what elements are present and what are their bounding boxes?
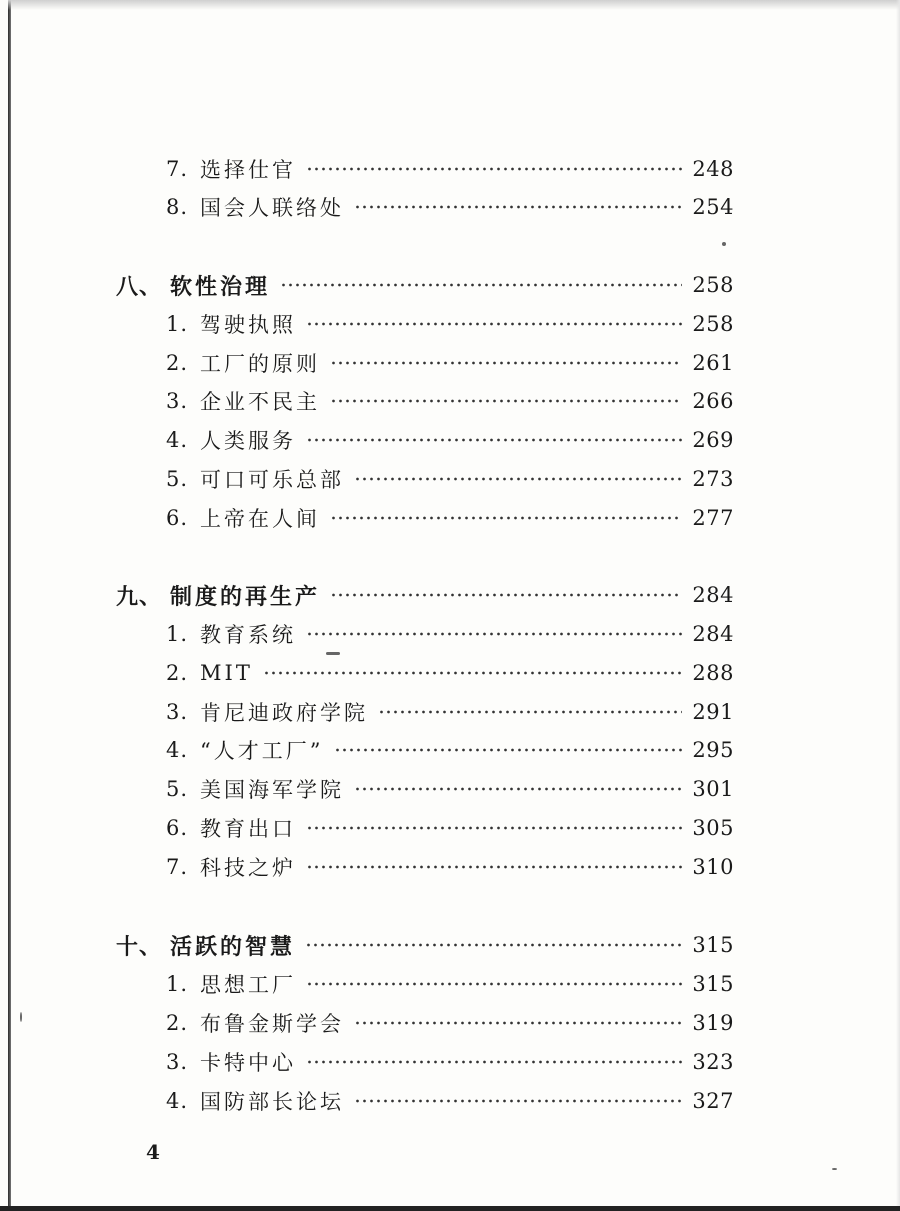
dot-leader <box>306 631 682 637</box>
section-number: 5. <box>166 467 189 491</box>
dot-leader <box>330 592 682 598</box>
toc-page-number: 284 <box>692 622 734 646</box>
chapter-title: 制度的再生产 <box>170 584 321 610</box>
section-title: 选择仕官 <box>200 158 297 182</box>
page-top-shadow <box>8 0 900 10</box>
toc-page-number: 305 <box>692 816 734 840</box>
page-number: 4 <box>146 1140 160 1164</box>
dot-leader <box>306 321 682 327</box>
section-title: 卡特中心 <box>200 1051 297 1075</box>
toc-page-number: 301 <box>692 777 734 801</box>
section-number: 3. <box>166 1050 189 1074</box>
toc-page-number: 310 <box>692 855 734 879</box>
dot-leader <box>354 476 682 482</box>
section-title: 国会人联络处 <box>200 196 345 220</box>
scan-speck <box>832 1168 837 1170</box>
toc-section-row <box>0 384 900 418</box>
dot-leader <box>306 1059 682 1065</box>
toc-section-row <box>0 152 900 186</box>
toc-section-row <box>0 307 900 341</box>
section-title: 布鲁金斯学会 <box>200 1012 345 1036</box>
scan-speck <box>326 652 340 655</box>
section-title: 科技之炉 <box>200 856 297 880</box>
toc-section-row <box>0 967 900 1001</box>
dot-leader <box>306 437 682 443</box>
toc-page-number: 261 <box>692 351 734 375</box>
section-number: 2. <box>166 351 189 375</box>
toc-page-number: 327 <box>692 1089 734 1113</box>
chapter-number: 八、 <box>116 274 163 300</box>
section-number: 7. <box>166 855 189 879</box>
toc-page-number: 258 <box>692 312 734 336</box>
scan-speck <box>20 1012 22 1022</box>
toc-section-row <box>0 617 900 651</box>
toc-page-number: 284 <box>692 583 734 607</box>
section-number: 5. <box>166 777 189 801</box>
dot-leader <box>354 204 682 210</box>
toc-page-number: 266 <box>692 389 734 413</box>
section-title: 肯尼迪政府学院 <box>200 701 369 725</box>
section-number: 6. <box>166 816 189 840</box>
section-title: 教育出口 <box>200 817 297 841</box>
toc-page-number: 315 <box>692 933 734 957</box>
section-title: 教育系统 <box>200 623 297 647</box>
toc-page-number: 295 <box>692 738 734 762</box>
section-title: 可口可乐总部 <box>200 468 345 492</box>
toc-page-number: 277 <box>692 506 734 530</box>
toc-section-row <box>0 1006 900 1040</box>
dot-leader <box>306 981 682 987</box>
section-title: 驾驶执照 <box>200 313 297 337</box>
toc-section-row <box>0 501 900 535</box>
toc-section-row <box>0 462 900 496</box>
dot-leader <box>280 282 682 288</box>
section-number: 4. <box>166 738 189 762</box>
scan-speck <box>722 242 726 246</box>
toc-section-row <box>0 772 900 806</box>
section-number: 1. <box>166 312 189 336</box>
dot-leader <box>330 360 682 366</box>
dot-leader <box>306 166 682 172</box>
toc-section-row <box>0 1045 900 1079</box>
section-number: 3. <box>166 389 189 413</box>
dot-leader <box>263 670 682 676</box>
toc-section-row <box>0 423 900 457</box>
section-title: 思想工厂 <box>200 973 297 997</box>
section-title: MIT <box>200 661 253 685</box>
toc-page-number: 269 <box>692 428 734 452</box>
section-title: 人类服务 <box>200 429 297 453</box>
page-bottom-edge <box>0 1206 900 1211</box>
toc-page-number: 291 <box>692 700 734 724</box>
toc-page-number: 323 <box>692 1050 734 1074</box>
dot-leader <box>330 515 682 521</box>
toc-chapter-row <box>0 268 900 302</box>
toc-section-row <box>0 190 900 224</box>
toc-page-number: 248 <box>692 157 734 181</box>
toc-section-row <box>0 733 900 767</box>
toc-section-row <box>0 811 900 845</box>
toc-section-row <box>0 1084 900 1118</box>
section-number: 4. <box>166 428 189 452</box>
toc-chapter-row <box>0 578 900 612</box>
dot-leader <box>330 398 682 404</box>
section-title: 工厂的原则 <box>200 352 321 376</box>
toc-page-number: 254 <box>692 195 734 219</box>
section-number: 1. <box>166 622 189 646</box>
section-number: 6. <box>166 506 189 530</box>
toc-page-number: 319 <box>692 1011 734 1035</box>
toc-page-number: 315 <box>692 972 734 996</box>
section-number: 2. <box>166 661 189 685</box>
section-title: 国防部长论坛 <box>200 1090 345 1114</box>
toc-page-number: 273 <box>692 467 734 491</box>
toc-chapter-row <box>0 928 900 962</box>
section-title: 企业不民主 <box>200 390 321 414</box>
chapter-title: 活跃的智慧 <box>170 934 296 960</box>
dot-leader <box>354 1020 682 1026</box>
toc-page-number: 288 <box>692 661 734 685</box>
dot-leader <box>306 825 682 831</box>
chapter-number: 十、 <box>116 934 163 960</box>
toc-section-row <box>0 656 900 690</box>
section-number: 3. <box>166 700 189 724</box>
toc-page-number: 258 <box>692 273 734 297</box>
chapter-title: 软性治理 <box>170 274 271 300</box>
chapter-number: 九、 <box>116 584 163 610</box>
section-number: 8. <box>166 195 189 219</box>
section-number: 7. <box>166 157 189 181</box>
section-title: 上帝在人间 <box>200 507 321 531</box>
section-number: 1. <box>166 972 189 996</box>
dot-leader <box>334 747 682 753</box>
dot-leader <box>354 1098 682 1104</box>
section-number: 4. <box>166 1089 189 1113</box>
toc-section-row <box>0 346 900 380</box>
dot-leader <box>378 709 682 715</box>
toc-section-row <box>0 850 900 884</box>
dot-leader <box>306 864 682 870</box>
section-title: “人才工厂” <box>200 739 324 763</box>
dot-leader <box>354 786 682 792</box>
section-title: 美国海军学院 <box>200 778 345 802</box>
toc-section-row <box>0 695 900 729</box>
dot-leader <box>305 942 682 948</box>
section-number: 2. <box>166 1011 189 1035</box>
